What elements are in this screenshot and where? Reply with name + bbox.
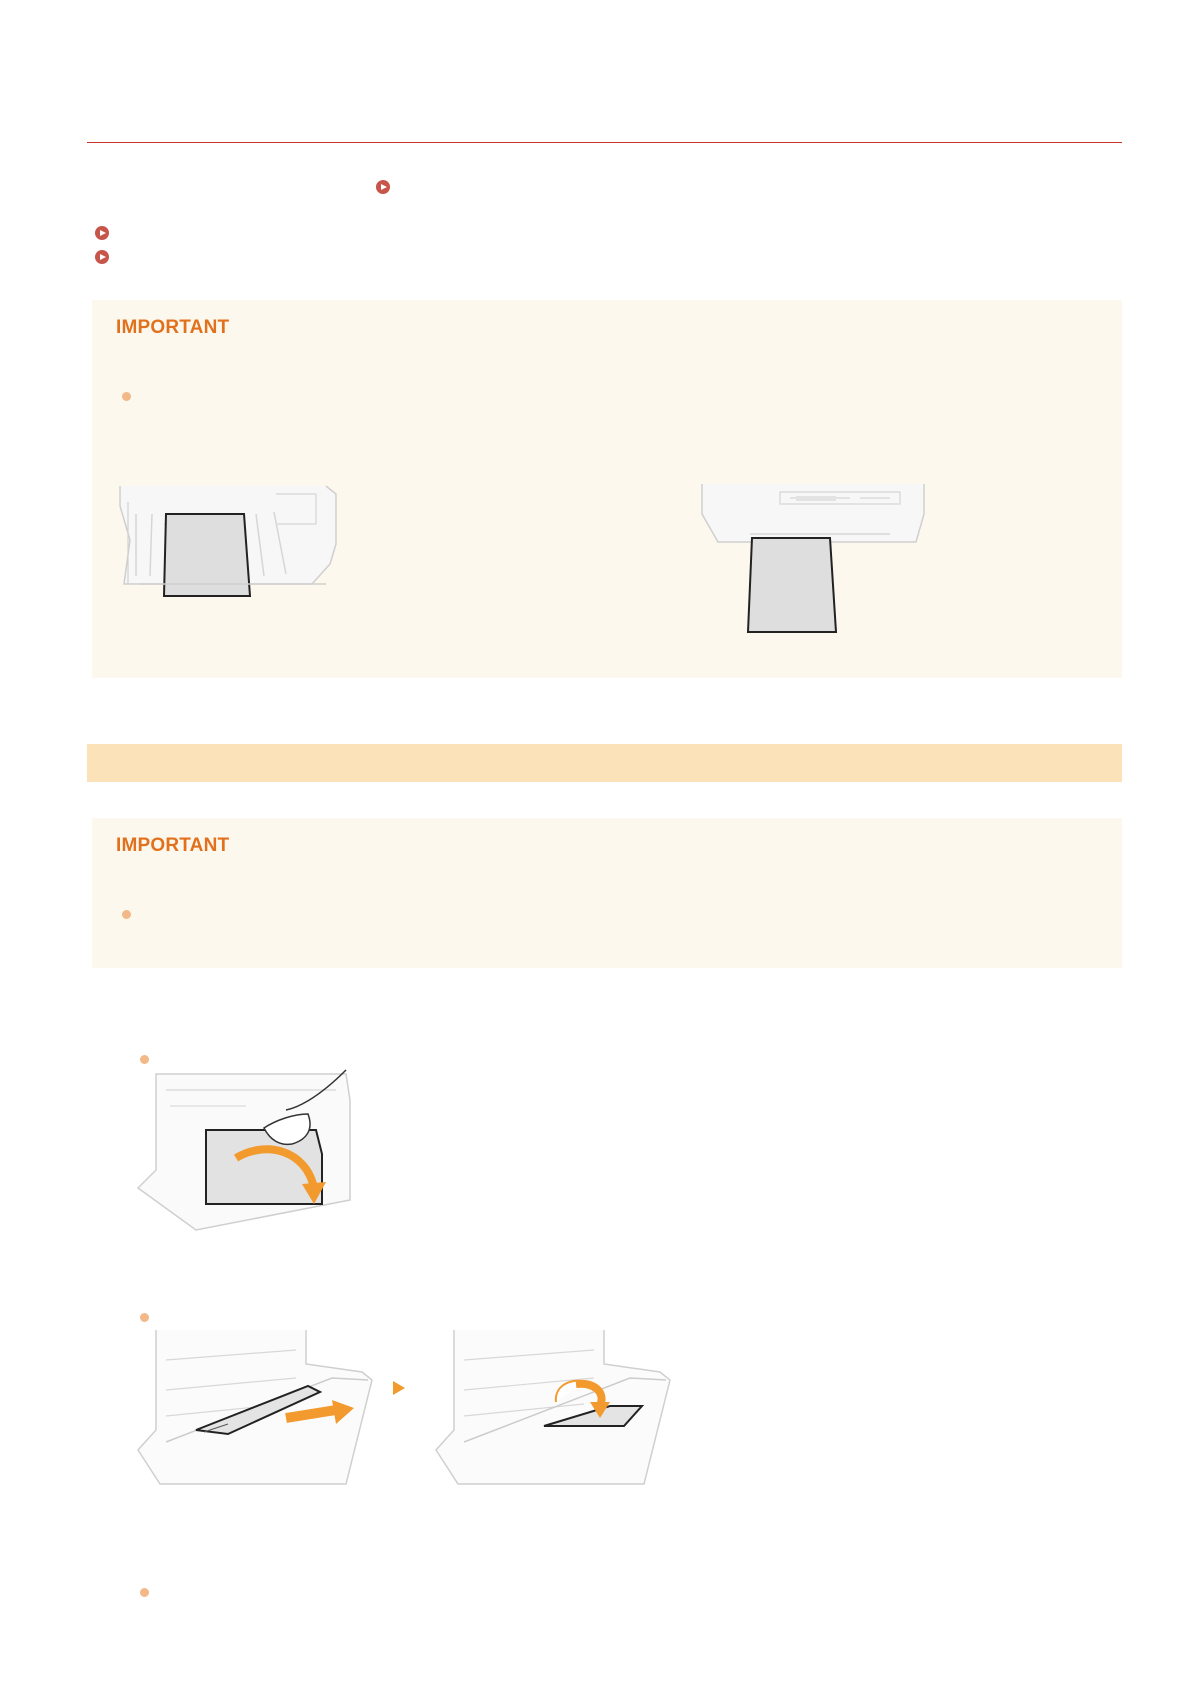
paper-tray-illustration: [116, 484, 336, 602]
section-header-bar: [87, 744, 1122, 782]
bullet-icon: [140, 1313, 149, 1322]
important-label: IMPORTANT: [116, 835, 230, 856]
open-cover-illustration: [136, 1070, 360, 1232]
next-step-arrow-icon: [393, 1381, 405, 1395]
tray-extension-illustration-2: [434, 1330, 672, 1486]
link-arrow-icon[interactable]: [95, 226, 109, 240]
bullet-icon: [122, 392, 131, 401]
link-arrow-icon[interactable]: [376, 180, 390, 194]
header-rule: [87, 142, 1122, 143]
important-label: IMPORTANT: [116, 317, 230, 338]
link-arrow-icon[interactable]: [95, 250, 109, 264]
bullet-icon: [140, 1588, 149, 1597]
bullet-icon: [140, 1055, 149, 1064]
important-note-2: [92, 818, 1122, 968]
paper-output-illustration: [700, 484, 926, 634]
tray-extension-illustration-1: [136, 1330, 374, 1486]
bullet-icon: [122, 910, 131, 919]
